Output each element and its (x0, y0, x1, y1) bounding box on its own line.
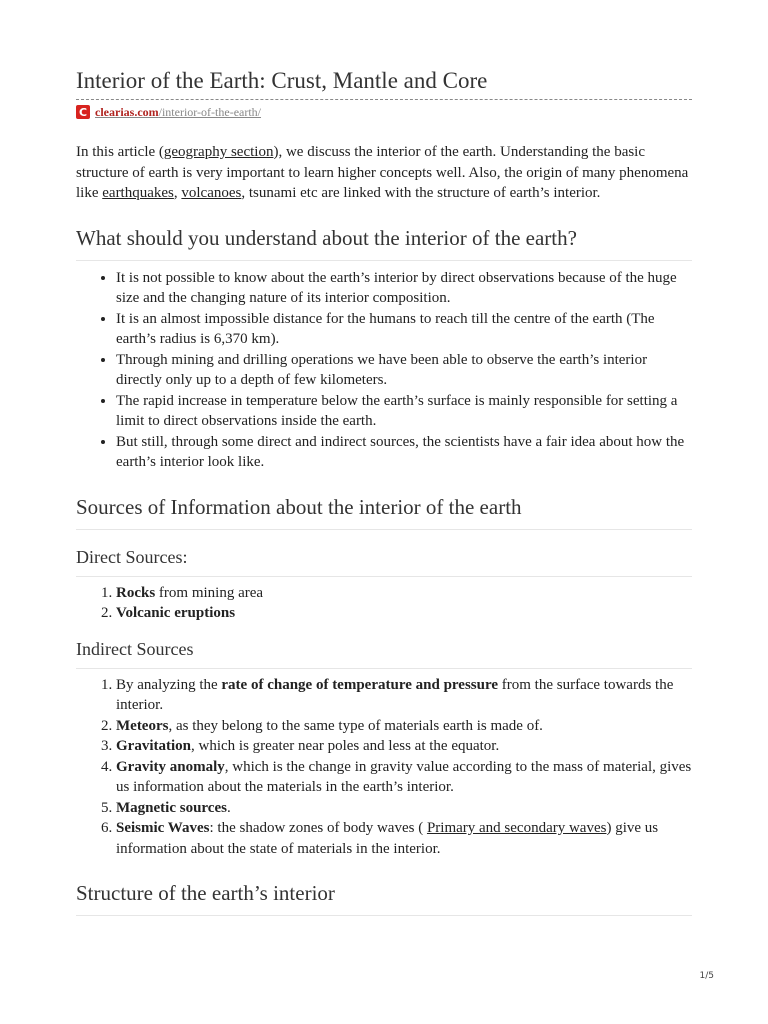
primary-secondary-waves-link[interactable]: Primary and secondary waves (426, 820, 607, 836)
page-number: 1/5 (699, 971, 714, 981)
direct-sources-list (76, 583, 692, 624)
section-sources (76, 493, 692, 860)
indirect-sources-list (76, 675, 692, 860)
list-item: 1. By analyzing the rate of change of temperature and pressure from the surface towards the interior. (116, 675, 692, 716)
understand-list (76, 268, 692, 473)
geography-section-link[interactable]: geography section (163, 144, 274, 160)
article-title: Interior of the Earth: Crust, Mantle and Core (76, 68, 488, 93)
indirect-sources-heading: Indirect Sources (76, 637, 692, 669)
article-page (76, 66, 692, 916)
source-url-link[interactable]: clearias.com/interior-of-the-earth/ (95, 104, 262, 119)
list-item: 5. Magnetic sources. (116, 798, 692, 819)
list-item: • The rapid increase in temperature below the earth’s surface is mainly responsible for setting a limit to direct observations inside the earth. (116, 391, 692, 432)
list-item: 1. Rocks from mining area (116, 583, 692, 604)
list-item: 4. Gravity anomaly, which is the change in gravity value according to the mass of material, gives us information about the materials in the earth’s interior. (116, 757, 692, 798)
earthquakes-link[interactable]: earthquakes (102, 185, 174, 201)
list-item: 2. Volcanic eruptions (116, 603, 692, 624)
title-divider (76, 99, 692, 100)
list-item: • It is not possible to know about the earth’s interior by direct observations because of the huge size and the changing nature of its interior composition. (116, 268, 692, 309)
list-item: 6. Seismic Waves: the shadow zones of body waves ( Primary and secondary waves) give us information about the state of materials in the interior. (116, 818, 692, 859)
intro-paragraph: In this article (geography section), we discuss the interior of the earth. Understanding the basic structure of earth is very important to learn higher concepts well. Also, the origin of many phenomena like earthquakes, volcanoes, tsunami etc are linked with the structure of earth’s interior. (76, 144, 689, 201)
section-heading: Sources of Information about the interior of the earth (76, 493, 692, 530)
list-item: • It is an almost impossible distance for the humans to reach till the centre of the earth (The earth’s radius is 6,370 km). (116, 309, 692, 350)
section-structure (76, 879, 692, 916)
section-heading: What should you understand about the interior of the earth? (76, 224, 692, 261)
source-line (76, 104, 692, 120)
list-item: 3. Gravitation, which is greater near poles and less at the equator. (116, 736, 692, 757)
direct-sources-heading: Direct Sources: (76, 545, 692, 577)
list-item: • But still, through some direct and indirect sources, the scientists have a fair idea about how the earth’s interior look like. (116, 432, 692, 473)
section-heading: Structure of the earth’s interior (76, 879, 692, 916)
clearias-logo-icon: C (76, 105, 90, 119)
volcanoes-link[interactable]: volcanoes (181, 185, 242, 201)
section-understand (76, 224, 692, 473)
list-item: • Through mining and drilling operations we have been able to observe the earth’s interior directly only up to a depth of few kilometers. (116, 350, 692, 391)
list-item: 2. Meteors, as they belong to the same type of materials earth is made of. (116, 716, 692, 737)
